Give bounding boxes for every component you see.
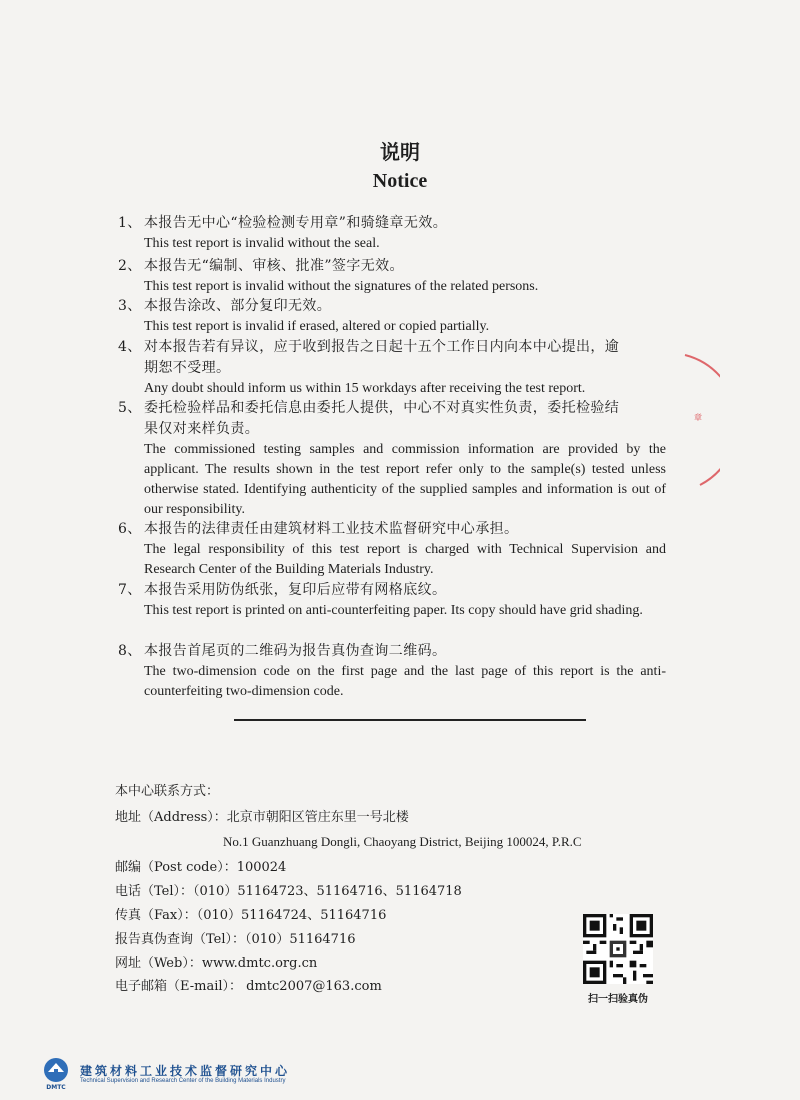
title-zh: 说明 [380, 140, 420, 164]
item-en: Any doubt should inform us within 15 workdays after receiving the test report. [144, 381, 586, 396]
item-number: 6、 [118, 521, 142, 537]
item-number: 3、 [118, 298, 142, 314]
notice-item-8 [118, 641, 666, 702]
item-en: The two-dimension code on the first page and the last page of this report is the anti-counterfeiting two-dimension code. [144, 664, 666, 699]
contact-verify-tel: 报告真伪查询（Tel）：（010）51164716 [115, 932, 356, 947]
title-en: Notice [372, 170, 428, 192]
divider [234, 719, 586, 721]
item-zh: 本报告涂改、部分复印无效。 [144, 298, 332, 314]
contact-address-en: No.1 Guanzhuang Dongli, Chaoyang District, Beijing 100024, P.R.C [223, 834, 582, 849]
item-zh: 本报告采用防伪纸张，复印后应带有网格底纹。 [144, 582, 447, 598]
footer-org-en: Technical Supervision and Research Center of the Building Materials Industry [80, 1078, 286, 1084]
qr-code[interactable] [583, 914, 653, 984]
contact-heading: 本中心联系方式： [115, 784, 220, 799]
item-zh: 本报告无中心“检验检测专用章”和骑缝章无效。 [144, 215, 448, 231]
item-zh: 委托检验样品和委托信息由委托人提供，中心不对真实性负责，委托检验结 [144, 400, 620, 416]
notice-item-7 [118, 580, 666, 621]
item-en: The commissioned testing samples and commission information are provided by the applicant. The results shown in the test report refer only to the sample(s) tested unless otherwise stated. Identifying authenticity of the supplied samples and information is out of our responsibility. [144, 442, 666, 517]
item-number: 7、 [118, 582, 142, 598]
item-number: 4、 [118, 339, 142, 355]
contact-postcode: 邮编（Post code）：100024 [115, 860, 287, 875]
contact-email: 电子邮箱（E-mail）： dmtc2007@163.com [115, 979, 382, 994]
item-zh-cont: 果仅对来样负责。 [144, 421, 260, 437]
stamp-fragment [660, 350, 720, 490]
notice-item-1 [118, 213, 666, 254]
item-zh-cont: 期恕不受理。 [144, 360, 231, 376]
item-zh: 本报告无“编制、审核、批准”签字无效。 [144, 258, 404, 274]
item-en: This test report is invalid without the signatures of the related persons. [144, 279, 539, 294]
item-zh: 本报告首尾页的二维码为报告真伪查询二维码。 [144, 643, 447, 659]
notice-item-2 [118, 256, 666, 297]
item-number: 1、 [118, 215, 142, 231]
notice-item-4 [118, 337, 666, 399]
notice-item-6 [118, 519, 666, 580]
item-en: This test report is printed on anti-counterfeiting paper. Its copy should have grid shading. [144, 603, 643, 618]
qr-caption: 扫一扫验真伪 [588, 994, 648, 1005]
item-number: 5、 [118, 400, 142, 416]
svg-text:DMTC: DMTC [46, 1084, 66, 1091]
item-number: 2、 [118, 258, 142, 274]
notice-item-3 [118, 296, 666, 337]
item-en: This test report is invalid without the seal. [144, 236, 380, 251]
contact-tel: 电话（Tel）：（010）51164723、51164716、51164718 [115, 884, 462, 899]
item-en: This test report is invalid if erased, altered or copied partially. [144, 319, 490, 334]
contact-fax: 传真（Fax）：（010）51164724、51164716 [115, 908, 387, 923]
item-number: 8、 [118, 643, 142, 659]
item-en: The legal responsibility of this test report is charged with Technical Supervision and Research Center of the Building Materials Industry. [144, 542, 666, 577]
contact-web: 网址（Web）：www.dmtc.org.cn [115, 956, 318, 971]
notice-item-5 [118, 398, 666, 520]
item-zh: 对本报告若有异议，应于收到报告之日起十五个工作日内向本中心提出，逾 [144, 339, 620, 355]
contact-address-zh: 地址（Address）：北京市朝阳区管庄东里一号北楼 [115, 810, 409, 825]
dmtc-logo-icon [38, 1055, 74, 1091]
item-zh: 本报告的法律责任由建筑材料工业技术监督研究中心承担。 [144, 521, 519, 537]
footer-org-zh: 建筑材料工业技术监督研究中心 [80, 1064, 291, 1078]
svg-text:章: 章 [694, 413, 702, 422]
